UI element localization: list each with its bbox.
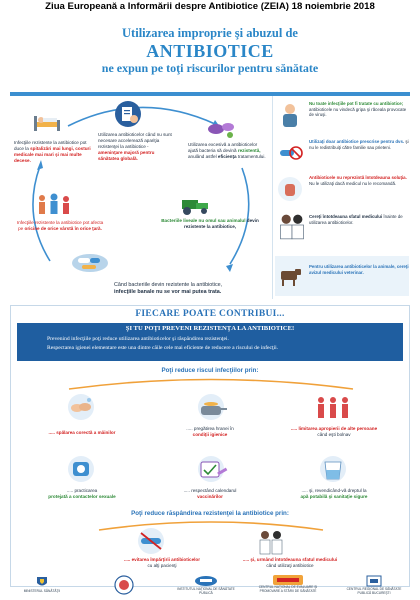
farm-tractor-icon — [178, 196, 212, 216]
advice-item-not-always: Antibioticele nu reprezintă întotdeauna soluţia. Nu le utilizaţi dacă medicul nu le recomandă. — [275, 174, 409, 204]
cycle-text-4: Infecţiile rezistente la antibiotice pot afecta pe oricine de orice vârstă în orice ţară. — [16, 220, 104, 231]
advice-column — [272, 96, 410, 299]
food-hygiene-text: ..... pregătirea hranei în condiţii igienice — [186, 426, 234, 437]
cnepss-logo-icon — [273, 575, 303, 585]
advice-item-doctor: Cereţi întotdeauna sfatul medicului înainte de utilizarea antibioticelor. — [275, 208, 409, 244]
round-seal-icon — [114, 575, 134, 595]
vaccination-calendar-icon — [189, 454, 233, 484]
advice-item-veterinary: Pentru utilizarea antibioticelor la animale, cereţi avizul medicului veterinar. — [275, 256, 409, 296]
cycle-text-3: Utilizarea excesivă a antibioticelor ajută bacteria să devină rezistentă, anulând astfel eficienţa tratamentului. — [188, 142, 266, 159]
advice-item-viruses: Nu toate infecţiile pot fi tratate cu antibiotice; antibioticele nu vindecă gripa şi răceala provocate de viruşi. — [275, 100, 409, 130]
cooking-icon — [189, 392, 233, 422]
contribute-heading: FIECARE POATE CONTRIBUI... — [135, 309, 285, 319]
cycle-text-6: Când bacteriile devin rezistente la antibiotice, infecţiile banale nu se vor mai putea trata. — [114, 282, 223, 295]
doctors-icon — [277, 210, 307, 240]
prevention-band — [17, 323, 403, 361]
distancing-icon — [311, 392, 355, 422]
contribute-section — [10, 305, 410, 587]
resistance-subtitle: Poţi reduce răspândirea rezistenţei la antibiotice prin: — [131, 510, 289, 517]
doctor-advice-icon — [249, 526, 293, 556]
handwashing-icon — [59, 392, 103, 422]
protected-contact-icon — [59, 454, 103, 484]
title-line-3: ne expun pe toţi riscurilor pentru sănătate — [101, 61, 319, 75]
resistance-cycle — [10, 96, 270, 299]
partner-logos — [10, 575, 410, 600]
handwashing-text: ..... spălarea corectă a mâinilor — [48, 430, 116, 435]
logo-cnepss: CENTRUL NAŢIONAL DE EVALUARE ŞI PROMOVARE A STĂRII DE SĂNĂTATE — [256, 575, 320, 600]
risk-panel — [10, 96, 410, 299]
advice-item-prescribed: Utilizaţi doar antibiotice prescrise pentru dvs. şi nu le redistribuiţi către familie sau prieteni. — [275, 138, 409, 168]
infection-subtitle: Poţi reduce riscul infecţiilor prin: — [161, 367, 259, 374]
safe-contact-text: ..... practicarea protejată a contactelor sexuale — [48, 488, 116, 499]
prescription-hand-icon — [114, 100, 142, 128]
insp-logo-icon — [194, 575, 218, 587]
page-title — [0, 26, 420, 76]
sick-person-icon — [277, 102, 303, 128]
stop-hand-icon — [277, 176, 303, 202]
hospital-bed-icon — [32, 110, 62, 134]
cycle-text-5: Bacteriile liveale nu omul sau animalul devin rezistente la antibiotice, — [161, 218, 259, 229]
infection-arc — [67, 376, 355, 390]
water-sanitation-text: ..... şi, revendicând-vă dreptul la apă potabilă şi sanitaţie sigure — [300, 488, 368, 499]
regional-center-icon — [366, 575, 382, 587]
clean-water-icon — [311, 454, 355, 484]
no-sharing-antibiotics-icon — [129, 526, 173, 556]
no-sharing-text: ..... evitarea împărţirii antibioticelor cu alţi pacienţi — [123, 557, 201, 568]
doctor-advice-text: ..... şi, urmând întotdeauna sfatul medicului când utilizaţi antibiotice — [242, 557, 338, 568]
logo-insp: INSTITUTUL NAŢIONAL DE SĂNĂTATE PUBLICĂ — [174, 575, 238, 600]
band-line-2: Respectarea igienei elementare este una dintre căile cele mai eficiente de reducere a riscului de infecţii. — [47, 345, 279, 351]
distancing-text: ..... limitarea apropierii de alte persoane când eşti bolnav — [290, 426, 378, 437]
logo-seal — [92, 575, 156, 600]
pills-icon — [70, 250, 110, 274]
no-sharing-pills-icon — [277, 140, 303, 166]
event-title: Ziua Europeană a Informării despre Antibiotice (ZEIA) 18 noiembrie 2018 — [45, 1, 375, 12]
cycle-text-2: Utilizarea antibioticelor când nu sunt necesare accelerează apariţia rezistenţei la antibiotice - ameninţare majoră pentru sănătatea globală. — [98, 132, 172, 161]
cow-icon — [277, 263, 303, 289]
bacteria-icon — [206, 118, 236, 140]
ministry-crest-icon — [35, 575, 49, 589]
logo-ministry: MINISTERUL SĂNĂTĂŢII — [10, 575, 74, 600]
vaccination-text: ..... respectând calendarul vaccinărilor — [183, 488, 237, 499]
logo-regional-center: CENTRUL REGIONAL DE SĂNĂTATE PUBLICĂ BUCUREŞTI — [342, 575, 406, 600]
title-line-1: Utilizarea improprie şi abuzul de — [122, 26, 298, 40]
title-line-2: ANTIBIOTICE — [146, 41, 274, 61]
band-line-1: Prevenind infecţiile poţi reduce utilizarea antibioticelor şi răspândirea rezistenţei. — [47, 336, 229, 342]
people-group-icon — [34, 192, 74, 216]
cycle-text-1: Infecţiile rezistente la antibiotice pot duce la spitalizări mai lungi, costuri medicale mai mari şi mai multe decese. — [14, 140, 91, 163]
band-title: ŞI TU POŢI PREVENI REZISTENŢA LA ANTIBIOTICE! — [125, 325, 295, 332]
